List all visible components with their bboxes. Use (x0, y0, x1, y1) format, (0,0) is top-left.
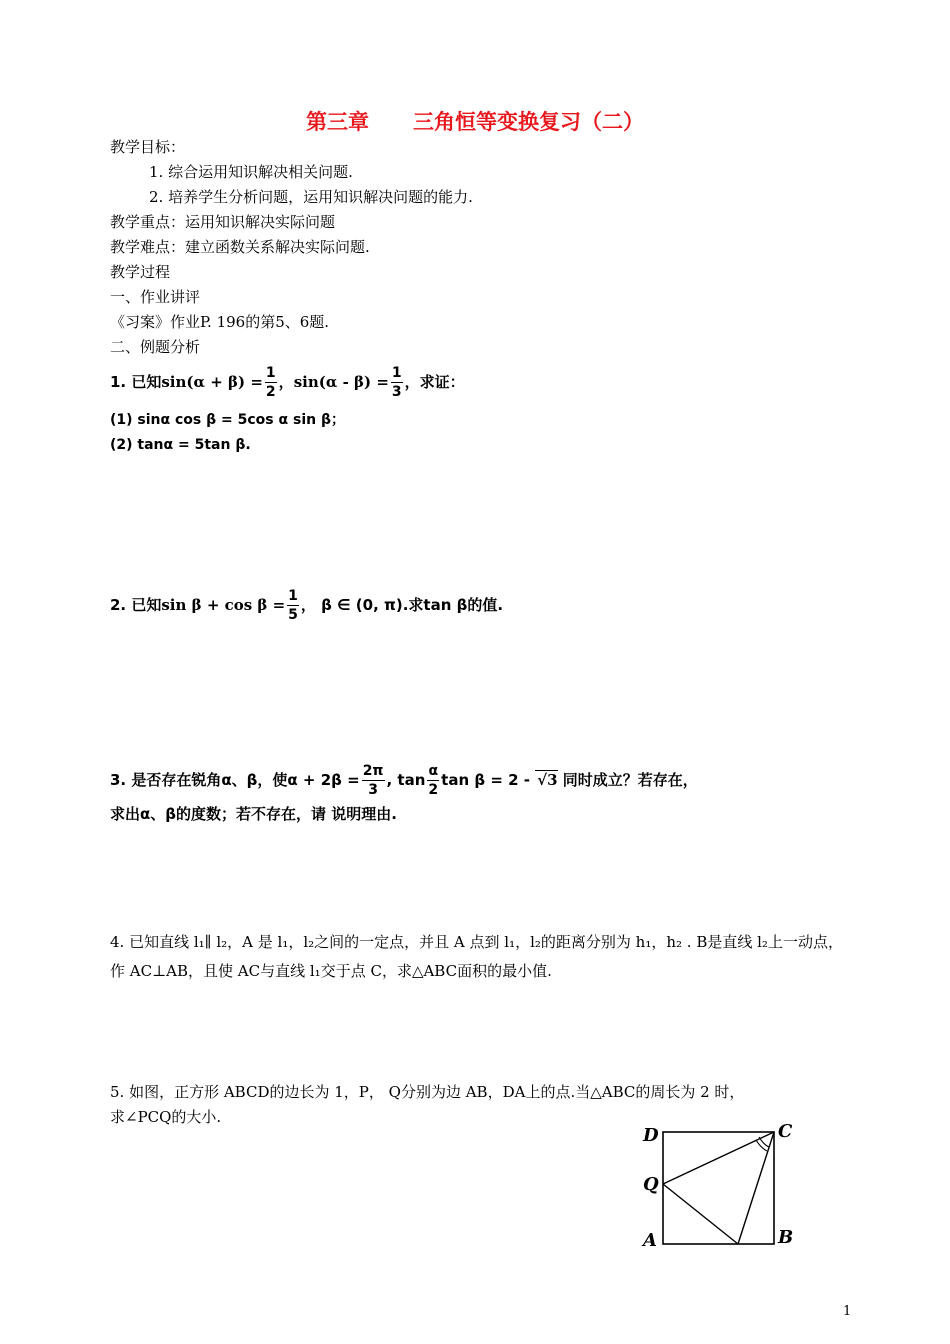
question-5-line-2: 求∠PCQ的大小. (110, 1108, 222, 1126)
question-2: 2. 已知sin β + cos β = $\frac{1}{5}$ ， β ∈ (0, π).求tan β的值. (110, 588, 504, 623)
page-title (0, 106, 950, 136)
question-3: 3. 是否存在锐角α、β，使α + 2β = $\frac{2\pi}{3}$ , tan $\frac{\alpha}{2}$ tan β = 2 - √3 同时成立？若存在， (110, 763, 698, 798)
segment-qc (663, 1132, 774, 1184)
fraction: $\frac{\alpha}{2}$ (428, 763, 439, 798)
segment-pc (738, 1132, 774, 1244)
difficulty: 教学难点：建立函数关系解决实际问题. (110, 238, 370, 256)
section2-heading: 二、例题分析 (110, 338, 201, 356)
label-b: B (778, 1227, 794, 1248)
question-1: 1. 已知sin(α + β) = $\frac{1}{2}$ ，sin(α - β) = $\frac{1}{3}$ ，求证： (110, 365, 465, 400)
process-heading: 教学过程 (110, 263, 171, 281)
question-5-line-1: 5. 如图，正方形 ABCD的边长为 1，P， Q分别为边 AB，DA上的点.当△ABC的周长为 2 时， (110, 1083, 745, 1101)
question-4: 4. 已知直线 l₁∥ l₂，A 是 l₁，l₂之间的一定点，并且 A 点到 l₁，l₂的距离分别为 h₁，h₂ . B是直线 l₂上一动点，作 AC⊥AB，且使 AC与直线 l₁交于点 C，求△ABC面积的最小值. (110, 933, 843, 980)
sqrt-symbol: √3 (537, 771, 558, 789)
page-number: 1 (843, 1304, 852, 1319)
objectives-heading: 教学目标： (110, 138, 186, 156)
label-a: A (643, 1230, 657, 1251)
objective-item-2: 2. 培养学生分析问题，运用知识解决问题的能力. (149, 188, 473, 206)
key-point: 教学重点：运用知识解决实际问题 (110, 213, 336, 231)
segment-qp (663, 1184, 738, 1244)
label-d: D (643, 1125, 659, 1146)
question-1-part-2: (2) tanα = 5tan β. (110, 437, 251, 453)
square-abcd (663, 1132, 774, 1244)
section1-text: 《习案》作业P. 196的第5、6题. (110, 313, 330, 331)
square-figure (630, 1115, 805, 1255)
section1-heading: 一、作业讲评 (110, 288, 201, 306)
chapter-label: 第三章 (306, 110, 369, 134)
topic-label: 三角恒等变换复习（二） (413, 110, 644, 134)
question-3-line-2: 求出α、β的度数；若不存在，请 说明理由. (110, 805, 397, 823)
fraction: $\frac{1}{2}$ (265, 365, 276, 400)
fraction: $\frac{1}{3}$ (391, 365, 402, 400)
angle-arc-1 (756, 1140, 767, 1151)
question-1-part-1: (1) sinα cos β = 5cos α sin β； (110, 412, 345, 428)
objective-item-1: 1. 综合运用知识解决相关问题. (149, 163, 353, 181)
fraction: $\frac{2\pi}{3}$ (362, 763, 384, 798)
fraction: $\frac{1}{5}$ (288, 588, 298, 623)
label-q: Q (643, 1174, 659, 1195)
label-c: C (778, 1121, 793, 1142)
